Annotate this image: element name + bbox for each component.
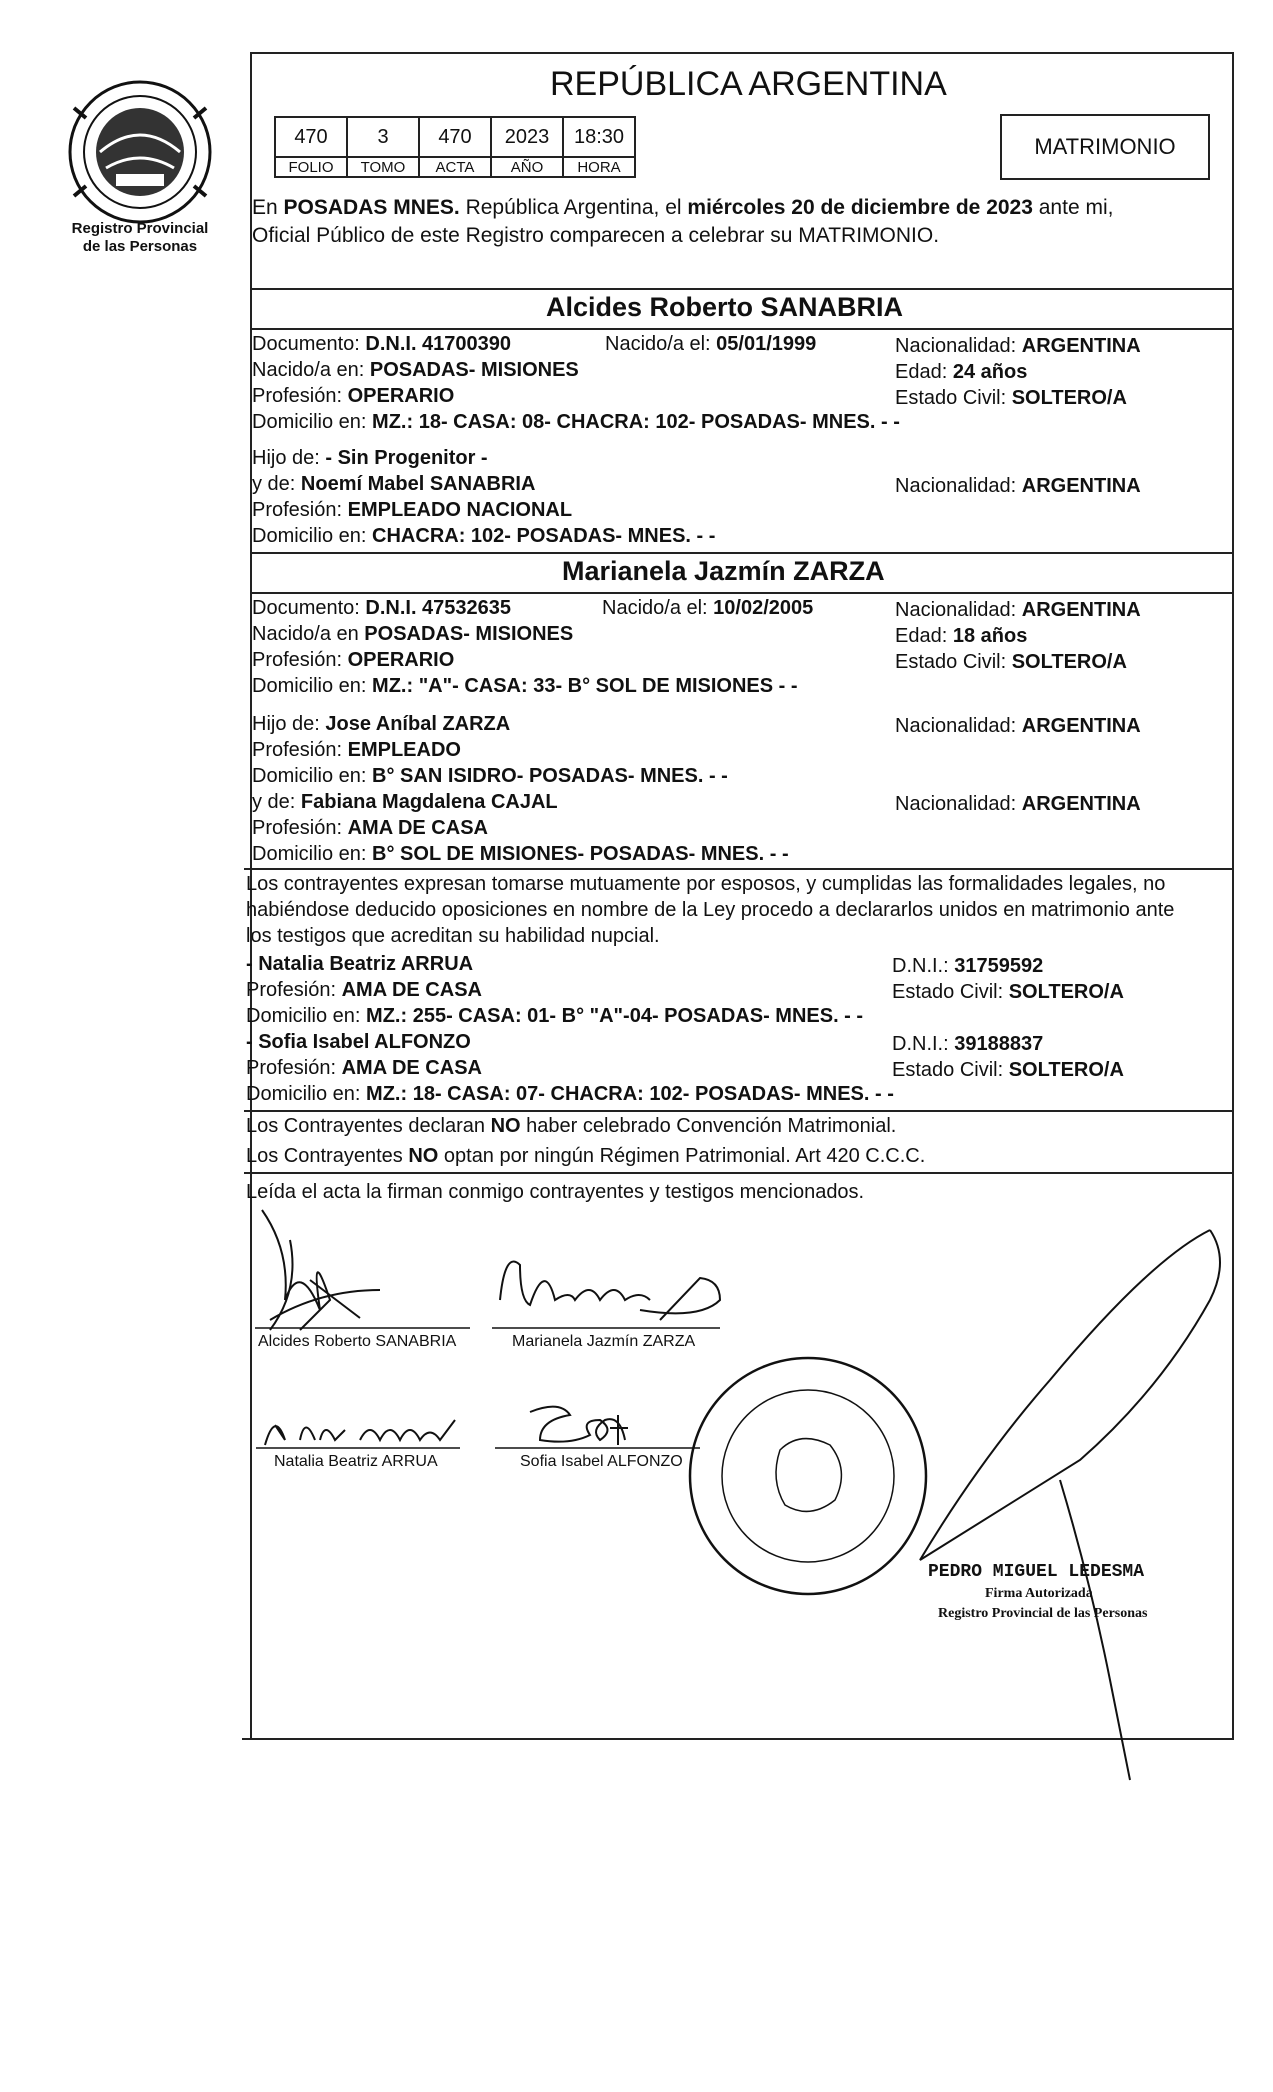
spouse1-address-label: Domicilio en: xyxy=(252,411,373,433)
spouse2-nationality-value: ARGENTINA xyxy=(1021,599,1141,621)
officer-name: PEDRO MIGUEL LEDESMA xyxy=(928,1562,1145,1582)
spouse2-nationality-label: Nacionalidad: xyxy=(895,599,1022,621)
spouse2-father-nationality-value: ARGENTINA xyxy=(1021,715,1141,737)
witness1-address-value: MZ.: 255- CASA: 01- B° "A"-04- POSADAS- MNES. - - xyxy=(366,1005,864,1027)
declaration-line2: habiéndose deducido oposiciones en nombre de la Ley procedo a declararlos unidos en matrimonio ante xyxy=(246,899,1175,921)
acta-value: 470 xyxy=(419,117,491,157)
registry-caption-line1: Registro Provincial xyxy=(71,220,209,237)
spouse2-mother-value: Fabiana Magdalena CAJAL xyxy=(300,791,558,813)
spouse2-mother-profession-label: Profesión: xyxy=(252,817,348,839)
spouse1-mother-profession-label: Profesión: xyxy=(252,499,348,521)
hora-value: 18:30 xyxy=(563,117,635,157)
spouse1-name: Alcides Roberto SANABRIA xyxy=(546,292,904,322)
spouse2-mother-profession-value: AMA DE CASA xyxy=(347,817,488,839)
witness2-profession-value: AMA DE CASA xyxy=(341,1057,482,1079)
spouse2-mother-nationality-value: ARGENTINA xyxy=(1021,793,1141,815)
spouse1-birthdate-label: Nacido/a el: xyxy=(605,333,717,355)
signature-natalia xyxy=(265,1420,455,1445)
signature-officer xyxy=(920,1230,1220,1780)
witness1-profession-value: AMA DE CASA xyxy=(341,979,482,1001)
declaration-line1: Los contrayentes expresan tomarse mutuamente por esposos, y cumplidas las formalidades legales, no xyxy=(246,873,1166,895)
spouse1-mother-label: y de: xyxy=(252,473,301,495)
spouse1-mother-nationality-label: Nacionalidad: xyxy=(895,475,1022,497)
regime-line1-no: NO xyxy=(490,1115,521,1137)
spouse2-father-value: Jose Aníbal ZARZA xyxy=(325,713,511,735)
witness1-civil-status-label: Estado Civil: xyxy=(892,981,1009,1003)
officer-organization: Registro Provincial de las Personas xyxy=(938,1606,1148,1621)
spouse1-civil-status-value: SOLTERO/A xyxy=(1011,387,1127,409)
tomo-label: TOMO xyxy=(347,157,419,177)
signature-sofia xyxy=(530,1407,628,1445)
spouse1-mother-profession-value: EMPLEADO NACIONAL xyxy=(347,499,573,521)
regime-line2-no: NO xyxy=(408,1145,439,1167)
intro-line2: Oficial Público de este Registro comparecen a celebrar su MATRIMONIO. xyxy=(252,224,940,247)
spouse1-mother-nationality-value: ARGENTINA xyxy=(1021,475,1141,497)
spouse1-birthdate-value: 05/01/1999 xyxy=(716,333,817,355)
spouse2-mother-address-value: B° SOL DE MISIONES- POSADAS- MNES. - - xyxy=(372,843,789,865)
spouse1-civil-status-label: Estado Civil: xyxy=(895,387,1012,409)
witness2-address-value: MZ.: 18- CASA: 07- CHACRA: 102- POSADAS- MNES. - - xyxy=(366,1083,894,1105)
spouse2-father-profession-value: EMPLEADO xyxy=(347,739,461,761)
spouse2-father-address-label: Domicilio en: xyxy=(252,765,373,787)
witness1-dni-label: D.N.I.: xyxy=(892,955,955,977)
spouse2-name: Marianela Jazmín ZARZA xyxy=(562,556,885,586)
spouse2-father-label: Hijo de: xyxy=(252,713,326,735)
spouse2-birthplace-label: Nacido/a en xyxy=(252,623,365,645)
spouse1-document-value: D.N.I. 41700390 xyxy=(365,333,512,355)
officer-title: Firma Autorizada xyxy=(985,1586,1093,1601)
spouse2-father-address-value: B° SAN ISIDRO- POSADAS- MNES. - - xyxy=(372,765,728,787)
spouse1-nationality-label: Nacionalidad: xyxy=(895,335,1022,357)
spouse1-mother-address-label: Domicilio en: xyxy=(252,525,373,547)
folio-value: 470 xyxy=(275,117,347,157)
spouse1-father-value: - Sin Progenitor - xyxy=(325,447,488,469)
witness2-name: - Sofia Isabel ALFONZO xyxy=(246,1031,471,1053)
spouse2-mother-address-label: Domicilio en: xyxy=(252,843,373,865)
spouse1-age-value: 24 años xyxy=(952,361,1028,383)
witness1-name: - Natalia Beatriz ARRUA xyxy=(246,953,474,975)
intro-date: miércoles 20 de diciembre de 2023 xyxy=(687,196,1033,219)
document-title: REPÚBLICA ARGENTINA xyxy=(550,65,947,103)
witness1-profession-label: Profesión: xyxy=(246,979,342,1001)
spouse2-mother-nationality-label: Nacionalidad: xyxy=(895,793,1022,815)
spouse1-nationality-value: ARGENTINA xyxy=(1021,335,1141,357)
witness2-dni-value: 39188837 xyxy=(954,1033,1044,1055)
signatures-intro: Leída el acta la firman conmigo contrayentes y testigos mencionados. xyxy=(246,1181,865,1203)
spouse1-birthplace-label: Nacido/a en: xyxy=(252,359,370,381)
intro-text-b: República Argentina, el xyxy=(459,196,688,219)
official-stamp xyxy=(690,1358,926,1594)
spouse1-mother-value: Noemí Mabel SANABRIA xyxy=(300,473,536,495)
anio-label: AÑO xyxy=(491,157,563,177)
spouse1-document-label: Documento: xyxy=(252,333,366,355)
witness1-civil-status-value: SOLTERO/A xyxy=(1008,981,1124,1003)
intro-text-a: En xyxy=(252,196,284,219)
spouse1-mother-address-value: CHACRA: 102- POSADAS- MNES. - - xyxy=(372,525,716,547)
witness2-civil-status-value: SOLTERO/A xyxy=(1008,1059,1124,1081)
spouse2-mother-label: y de: xyxy=(252,791,301,813)
spouse1-profession-label: Profesión: xyxy=(252,385,348,407)
anio-value: 2023 xyxy=(491,117,563,157)
signature-label-alcides: Alcides Roberto SANABRIA xyxy=(258,1333,457,1350)
signature-label-sofia: Sofia Isabel ALFONZO xyxy=(520,1453,683,1470)
intro-place: POSADAS MNES. xyxy=(283,196,460,219)
spouse2-civil-status-label: Estado Civil: xyxy=(895,651,1012,673)
declaration-line3: los testigos que acreditan su habilidad nupcial. xyxy=(246,925,660,947)
witness2-profession-label: Profesión: xyxy=(246,1057,342,1079)
signature-label-marianela: Marianela Jazmín ZARZA xyxy=(512,1333,696,1350)
hora-label: HORA xyxy=(563,157,635,177)
witness1-dni-value: 31759592 xyxy=(954,955,1044,977)
spouse2-civil-status-value: SOLTERO/A xyxy=(1011,651,1127,673)
spouse1-address-value: MZ.: 18- CASA: 08- CHACRA: 102- POSADAS- MNES. - - xyxy=(372,411,900,433)
signature-label-natalia: Natalia Beatriz ARRUA xyxy=(274,1453,438,1470)
regime-line1-a: Los Contrayentes declaran xyxy=(246,1115,491,1137)
spouse2-document-value: D.N.I. 47532635 xyxy=(365,597,512,619)
witness2-address-label: Domicilio en: xyxy=(246,1083,367,1105)
intro-text-c: ante mi, xyxy=(1032,196,1114,219)
record-type-label: MATRIMONIO xyxy=(1034,134,1176,159)
spouse2-father-profession-label: Profesión: xyxy=(252,739,348,761)
spouse2-age-value: 18 años xyxy=(952,625,1028,647)
spouse1-father-label: Hijo de: xyxy=(252,447,326,469)
witness2-civil-status-label: Estado Civil: xyxy=(892,1059,1009,1081)
regime-line2-c: optan por ningún Régimen Patrimonial. Art 420 C.C.C. xyxy=(438,1145,926,1167)
signature-alcides xyxy=(262,1210,380,1330)
registry-caption-line2: de las Personas xyxy=(82,238,198,255)
folio-label: FOLIO xyxy=(275,157,347,177)
witness1-address-label: Domicilio en: xyxy=(246,1005,367,1027)
spouse2-profession-label: Profesión: xyxy=(252,649,348,671)
spouse2-document-label: Documento: xyxy=(252,597,366,619)
spouse1-birthplace-value: POSADAS- MISIONES xyxy=(369,359,579,381)
witness2-dni-label: D.N.I.: xyxy=(892,1033,955,1055)
spouse2-profession-value: OPERARIO xyxy=(347,649,455,671)
spouse1-profession-value: OPERARIO xyxy=(347,385,455,407)
spouse2-address-value: MZ.: "A"- CASA: 33- B° SOL DE MISIONES - - xyxy=(372,675,798,697)
acta-label: ACTA xyxy=(419,157,491,177)
regime-line2-a: Los Contrayentes xyxy=(246,1145,409,1167)
regime-line1-c: haber celebrado Convención Matrimonial. xyxy=(520,1115,897,1137)
spouse2-birthdate-value: 10/02/2005 xyxy=(713,597,814,619)
tomo-value: 3 xyxy=(347,117,419,157)
spouse1-age-label: Edad: xyxy=(895,361,953,383)
spouse2-age-label: Edad: xyxy=(895,625,953,647)
spouse2-address-label: Domicilio en: xyxy=(252,675,373,697)
signature-marianela xyxy=(500,1262,720,1320)
spouse2-birthplace-value: POSADAS- MISIONES xyxy=(364,623,574,645)
spouse2-birthdate-label: Nacido/a el: xyxy=(602,597,714,619)
spouse2-father-nationality-label: Nacionalidad: xyxy=(895,715,1022,737)
